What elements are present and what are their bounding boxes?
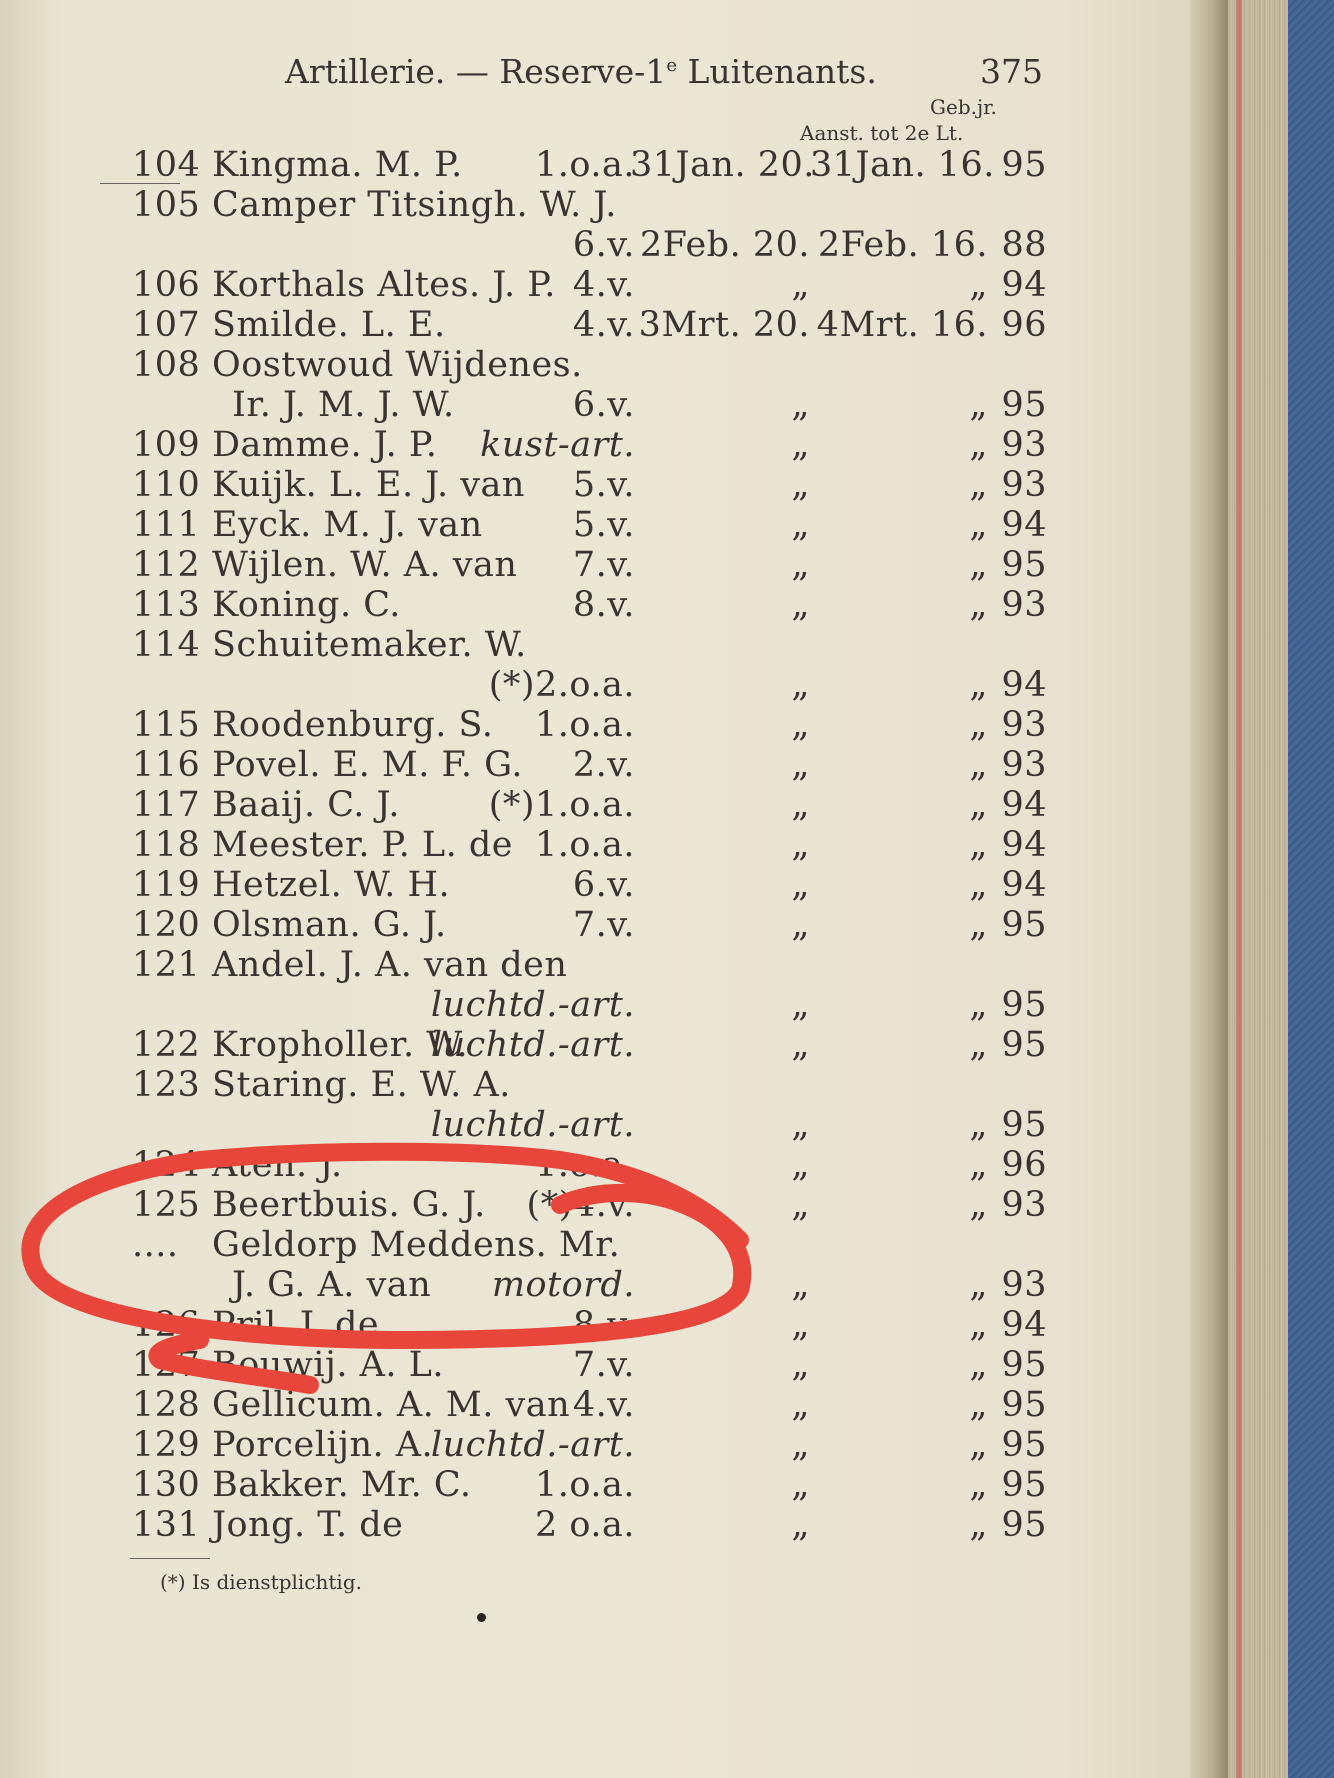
unit: 7.v. [572, 545, 635, 585]
unit: 4.v. [572, 1385, 635, 1425]
row-number: 110 [132, 465, 201, 505]
birth-year: 95 [1001, 145, 1047, 185]
rank-date: 31Jan. 20. [630, 145, 815, 185]
rank-date: „ [791, 745, 810, 785]
birth-year: 95 [1001, 1025, 1047, 1065]
appointment-date: „ [969, 1265, 988, 1305]
row-number: 121 [132, 945, 201, 985]
appointment-date: „ [969, 1025, 988, 1065]
birth-year: 95 [1001, 1345, 1047, 1385]
birth-year: 94 [1001, 265, 1047, 305]
birth-year: 96 [1001, 305, 1047, 345]
rank-date: „ [791, 425, 810, 465]
rank-date: 2Feb. 20. [639, 225, 810, 265]
row-number: 128 [132, 1385, 201, 1425]
officer-name: Korthals Altes. J. P. [212, 265, 556, 305]
birth-year: 95 [1001, 1505, 1047, 1545]
appointment-date: „ [969, 665, 988, 705]
birth-year: 88 [1001, 225, 1047, 265]
row-number: 112 [132, 545, 201, 585]
rank-date: „ [791, 1385, 810, 1425]
unit: 5.v. [572, 505, 635, 545]
unit: luchtd.-art. [430, 1105, 635, 1145]
appointment-date: „ [969, 545, 988, 585]
birth-year: 93 [1001, 1265, 1047, 1305]
row-number: 131 [132, 1505, 201, 1545]
officer-name: Smilde. L. E. [212, 305, 446, 345]
row-number: 109 [132, 425, 201, 465]
row-number: 119 [132, 865, 201, 905]
appointment-date: „ [969, 1425, 988, 1465]
officer-name: Gellicum. A. M. van [212, 1385, 571, 1425]
rank-date: „ [791, 785, 810, 825]
unit: 1.o.a. [535, 1465, 635, 1505]
officer-name: Baaij. C. J. [212, 785, 400, 825]
rank-date: „ [791, 985, 810, 1025]
officer-name: Kingma. M. P. [212, 145, 463, 185]
appointment-date: „ [969, 905, 988, 945]
officer-name: Hetzel. W. H. [212, 865, 451, 905]
rank-date: „ [791, 1185, 810, 1225]
appointment-date: „ [969, 705, 988, 745]
rank-date: „ [791, 1105, 810, 1145]
birth-year: 94 [1001, 505, 1047, 545]
appointment-date: „ [969, 1385, 988, 1425]
appointment-date: „ [969, 1185, 988, 1225]
birth-year: 94 [1001, 785, 1047, 825]
row-number: 123 [132, 1065, 201, 1105]
birth-year: 93 [1001, 585, 1047, 625]
appointment-date: „ [969, 1145, 988, 1185]
unit: 6.v. [572, 225, 635, 265]
row-number: 125 [132, 1185, 201, 1225]
officer-name: Camper Titsingh. W. J. [212, 185, 617, 225]
officer-name: Olsman. G. J. [212, 905, 447, 945]
appointment-date: „ [969, 585, 988, 625]
officer-name: Porcelijn. A. [212, 1425, 434, 1465]
birth-year: 95 [1001, 1385, 1047, 1425]
unit: (*)4.v. [526, 1185, 635, 1225]
appointment-date: 4Mrt. 16. [816, 305, 988, 345]
officer-name: Schuitemaker. W. [212, 625, 527, 665]
birth-year: 93 [1001, 465, 1047, 505]
row-number: 104 [132, 145, 201, 185]
appointment-date: „ [969, 865, 988, 905]
rank-date: „ [791, 1345, 810, 1385]
appointment-date: „ [969, 1105, 988, 1145]
birth-year: 94 [1001, 665, 1047, 705]
officer-name: Oostwoud Wijdenes. [212, 345, 583, 385]
unit: luchtd.-art. [430, 1425, 635, 1465]
officer-name: Beertbuis. G. J. [212, 1185, 486, 1225]
unit: luchtd.-art. [430, 1025, 635, 1065]
row-number: 107 [132, 305, 201, 345]
row-number: 117 [132, 785, 201, 825]
officer-name: Koning. C. [212, 585, 401, 625]
row-number: 120 [132, 905, 201, 945]
appointment-date: „ [969, 985, 988, 1025]
appointment-date: „ [969, 1305, 988, 1345]
officer-name: Roodenburg. S. [212, 705, 494, 745]
row-number: 108 [132, 345, 201, 385]
unit: motord. [491, 1265, 635, 1305]
birth-year: 95 [1001, 545, 1047, 585]
appointment-date: „ [969, 1505, 988, 1545]
unit: 7.v. [572, 1345, 635, 1385]
unit: 1.o.a. [535, 1145, 635, 1185]
birth-year: 96 [1001, 1145, 1047, 1185]
unit: 4.v. [572, 265, 635, 305]
row-number: 126 [132, 1305, 201, 1345]
row-number: .... [132, 1225, 179, 1265]
officer-name: Bouwij. A. L. [212, 1345, 444, 1385]
rank-date: „ [791, 385, 810, 425]
row-number: 114 [132, 625, 201, 665]
page-number: 375 [980, 52, 1043, 91]
appointment-date: 31Jan. 16. [810, 145, 995, 185]
unit: 1.o.a. [535, 825, 635, 865]
officer-name: Staring. E. W. A. [212, 1065, 511, 1105]
rank-date: „ [791, 1145, 810, 1185]
appointment-date: „ [969, 385, 988, 425]
rank-date: „ [791, 585, 810, 625]
rank-date: „ [791, 1305, 810, 1345]
row-number: 115 [132, 705, 201, 745]
rank-date: „ [791, 905, 810, 945]
appointment-date: „ [969, 425, 988, 465]
officer-name: Povel. E. M. F. G. [212, 745, 523, 785]
rank-date: „ [791, 825, 810, 865]
rank-date: „ [791, 545, 810, 585]
unit: 6.v. [572, 865, 635, 905]
rank-date: „ [791, 1025, 810, 1065]
appointment-date: 2Feb. 16. [817, 225, 988, 265]
officer-name: Andel. J. A. van den [212, 945, 568, 985]
officer-name: Aten. J. [212, 1145, 343, 1185]
row-number: 116 [132, 745, 201, 785]
unit: 5.v. [572, 465, 635, 505]
rank-date: „ [791, 505, 810, 545]
unit: 1.o.a. [535, 145, 635, 185]
officer-name: Kropholler. W. [212, 1025, 469, 1065]
row-number: 127 [132, 1345, 201, 1385]
birth-year: 95 [1001, 1425, 1047, 1465]
officer-name: Ir. J. M. J. W. [232, 385, 455, 425]
birth-year: 95 [1001, 1105, 1047, 1145]
row-number: 106 [132, 265, 201, 305]
row-number: 111 [132, 505, 201, 545]
rank-date: „ [791, 705, 810, 745]
unit: 8.v. [572, 1305, 635, 1345]
row-number: 118 [132, 825, 201, 865]
row-number: 113 [132, 585, 201, 625]
officer-name: Bakker. Mr. C. [212, 1465, 472, 1505]
unit: kust-art. [480, 425, 635, 465]
unit: 2.v. [572, 745, 635, 785]
officer-name: J. G. A. van [232, 1265, 432, 1305]
appointment-date: „ [969, 1465, 988, 1505]
unit: (*)1.o.a. [488, 785, 635, 825]
column-header-appointment: Aanst. tot 2e Lt. [800, 121, 964, 145]
unit: luchtd.-art. [430, 985, 635, 1025]
birth-year: 93 [1001, 1185, 1047, 1225]
appointment-date: „ [969, 465, 988, 505]
rank-date: „ [791, 1505, 810, 1545]
rank-date: „ [791, 1265, 810, 1305]
birth-year: 94 [1001, 865, 1047, 905]
officer-name: Meester. P. L. de [212, 825, 513, 865]
birth-year: 93 [1001, 705, 1047, 745]
appointment-date: „ [969, 785, 988, 825]
rank-date: „ [791, 1425, 810, 1465]
birth-year: 95 [1001, 1465, 1047, 1505]
officer-name: Jong. T. de [212, 1505, 404, 1545]
unit: 2 o.a. [535, 1505, 635, 1545]
birth-year: 93 [1001, 425, 1047, 465]
appointment-date: „ [969, 265, 988, 305]
unit: 8.v. [572, 585, 635, 625]
footnote: (*) Is dienstplichtig. [160, 1570, 362, 1594]
page-title: Artillerie. — Reserve-1e Luitenants. [285, 52, 877, 91]
birth-year: 93 [1001, 745, 1047, 785]
birth-year: 94 [1001, 1305, 1047, 1345]
birth-year: 95 [1001, 985, 1047, 1025]
appointment-date: „ [969, 505, 988, 545]
rank-date: „ [791, 265, 810, 305]
birth-year: 95 [1001, 905, 1047, 945]
officer-name: Geldorp Meddens. Mr. [212, 1225, 621, 1265]
officer-name: Wijlen. W. A. van [212, 545, 518, 585]
row-number: 130 [132, 1465, 201, 1505]
birth-year: 94 [1001, 825, 1047, 865]
rank-date: „ [791, 1465, 810, 1505]
rank-date: „ [791, 465, 810, 505]
birth-year: 95 [1001, 385, 1047, 425]
rank-date: 3Mrt. 20. [638, 305, 810, 345]
unit: 7.v. [572, 905, 635, 945]
officer-name: Pril. J. de [212, 1305, 380, 1345]
row-number: 122 [132, 1025, 201, 1065]
officer-name: Kuijk. L. E. J. van [212, 465, 525, 505]
row-number: 129 [132, 1425, 201, 1465]
row-number: 105 [132, 185, 201, 225]
unit: 1.o.a. [535, 705, 635, 745]
unit: (*)2.o.a. [488, 665, 635, 705]
appointment-date: „ [969, 825, 988, 865]
rank-date: „ [791, 665, 810, 705]
rank-date: „ [791, 865, 810, 905]
unit: 4.v. [572, 305, 635, 345]
appointment-date: „ [969, 1345, 988, 1385]
column-header-birth-year: Geb.jr. [930, 95, 997, 119]
appointment-date: „ [969, 745, 988, 785]
row-number: 124 [132, 1145, 201, 1185]
unit: 6.v. [572, 385, 635, 425]
officer-name: Damme. J. P. [212, 425, 438, 465]
officer-name: Eyck. M. J. van [212, 505, 483, 545]
